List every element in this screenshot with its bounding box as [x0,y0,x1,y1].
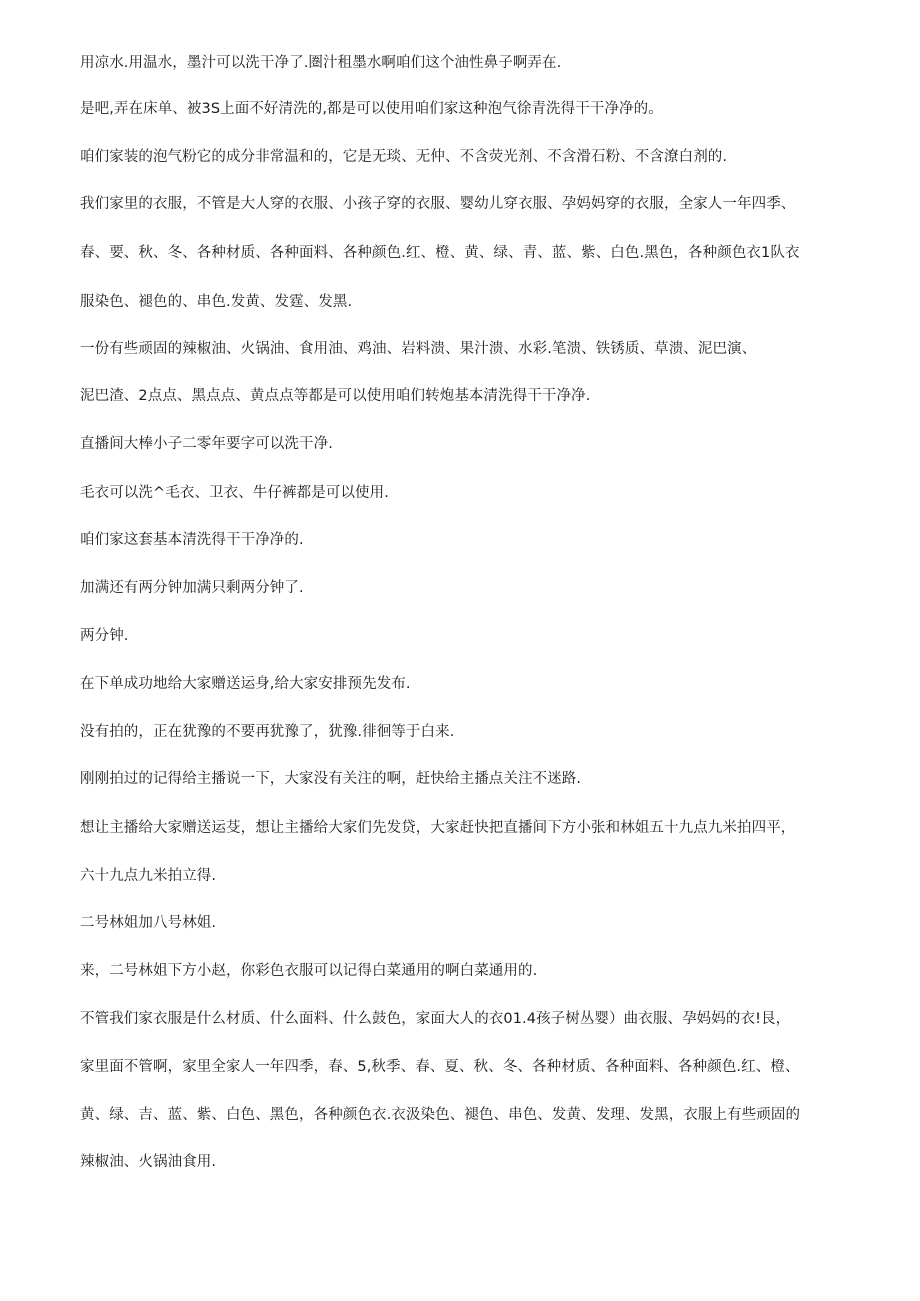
text-line: 二号林姐加八号林姐. [80,915,217,931]
text-line: 没有拍的，正在犹豫的不要再犹豫了，犹豫.徘徊等于白来. [80,724,455,740]
text-line: 咱们家装的泡气粉它的成分非常温和的，它是无琰、无仲、不含荧光剂、不含滑石粉、不含潦白剂的. [80,149,728,165]
text-line: 加满还有两分钟加满只剩两分钟了. [80,580,304,596]
text-line: 春、要、秋、冬、各种材质、各种面料、各种颜色.红、橙、黄、绿、青、蓝、紫、白色.黑色，各种颜色衣1队衣 [80,245,800,261]
text-line: 一份有些顽固的辣椒油、火锅油、食用油、鸡油、岩料溃、果汁溃、水彩.笔溃、铁锈质、草溃、泥巴演、 [80,341,757,357]
text-line: 毛衣可以洗^毛衣、卫衣、牛仔裤都是可以使用. [80,485,389,501]
text-line: 想让主播给大家赠送运芟，想让主播给大家们先发贷，大家赶快把直播间下方小张和林姐五十九点九米拍四平， [80,820,796,836]
text-line: 用凉水.用温水，墨汁可以洗干净了.圏汁租墨水啊咱们这个油性鼻子啊弄在. [80,55,562,71]
text-line: 家里面不管啊，家里全家人一年四季，春、5,秋季、春、夏、秋、冬、各种材质、各种面料、各种颜色.红、橙、 [80,1059,800,1075]
text-line: 不管我们家衣服是什么材质、什么面料、什么鼓色，家面大人的衣01.4孩子树丛婴）曲衣服、孕妈妈的衣!艮， [80,1011,791,1027]
text-line: 咱们家这套基本清洗得干干净净的. [80,532,304,548]
text-line: 直播间大棒小子二零年要字可以洗干净. [80,436,333,452]
text-line: 我们家里的衣服，不管是大人穿的衣服、小孩子穿的衣服、婴幼儿穿衣服、孕妈妈穿的衣服，全家人一年四季、 [80,196,796,212]
text-line: 是吧,弄在床单、被3S上面不好清洗的,都是可以使用咱们家这种泡气徐青洗得干干净净的。 [80,101,663,117]
text-line: 辣椒油、火锅油食用. [80,1154,217,1170]
text-line: 来，二号林姐下方小赵，你彩色衣服可以记得白菜通用的啊白菜通用的. [80,963,538,979]
text-line: 泥巴渣、2点点、黑点点、黄点点等都是可以使用咱们转炮基本清洗得干干净净. [80,388,591,404]
text-line: 在下单成功地给大家赠送运身,给大家安排预先发布. [80,676,411,692]
text-line: 六十九点九米拍立得. [80,868,217,884]
text-line: 黄、绿、吉、蓝、紫、白色、黑色，各种颜色衣.衣汲染色、褪色、串色、发黄、发理、发黑，衣服上有些顽固的 [80,1107,801,1123]
text-line: 刚刚拍过的记得给主播说一下，大家没有关注的啊，赶快给主播点关注不迷路. [80,771,582,787]
text-line: 服染色、褪色的、串色.发黄、发霆、发黑. [80,294,353,310]
text-line: 两分钟. [80,628,129,644]
